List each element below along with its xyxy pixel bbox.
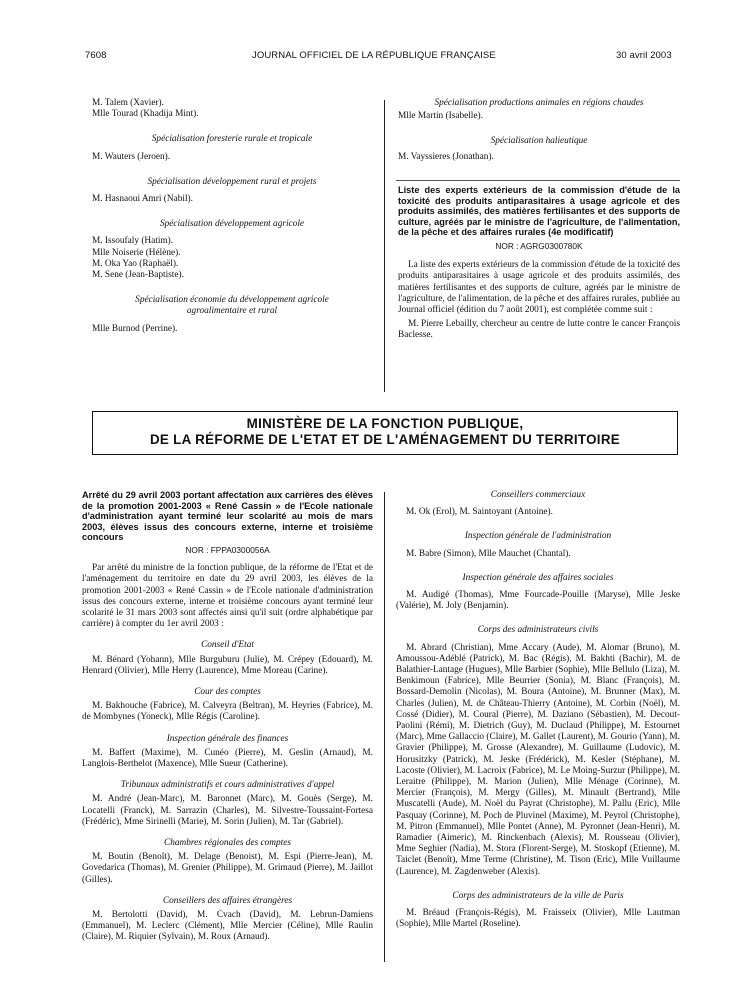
nor-reference: NOR : FPPA0300056A (185, 544, 270, 555)
name-line: Mlle Tourad (Khadija Mint). (92, 109, 199, 120)
specialisation-heading-cont: agroalimentaire et rural (186, 306, 278, 317)
name-line: M. Sene (Jean-Baptiste). (92, 270, 184, 281)
decree-title: Liste des experts extérieurs de la commission d'étude de la toxicité des produits antiparasitaires à usage agricole et des produits assimilés, des matières fertilisantes et des supports de culture, agréés par le ministre de l'agriculture, de l'alimentation, de la pêche et des affaires rurales (4e modificatif) (398, 185, 680, 238)
decree-title: Arrêté du 29 avril 2003 portant affectation aux carrières des élèves de la promotion 2001-2003 « René Cassin » de l'Ecole nationale d'administration ayant terminé leur scolarité au mois de mars 2003, élèves issus des concours externe, interne et troisième concours (82, 490, 373, 543)
career-heading: Inspection générale des affaires sociales (462, 572, 614, 583)
career-names: M. Boutin (Benoît), M. Delage (Benoist), M. Espi (Pierre-Jean), M. Govedarica (Thomas), M. Grenier (Philippe), M. Grimaud (Pierre), M. Jaillot (Gilles). (82, 852, 373, 885)
specialisation-heading: Spécialisation productions animales en régions chaudes (434, 98, 644, 108)
body-paragraph: La liste des experts extérieurs de la commission d'étude de la toxicité des produits antiparasitaires à usage agricole et des produits assimilés, des matières fertilisantes et des supports de culture, agréés par le ministre de l'agriculture, de l'alimentation, de la pêche et des affaires rurales, publiée au Journal officiel (édition du 7 août 2001), est complétée comme suit : (398, 260, 680, 315)
career-heading: Conseillers commerciaux (490, 490, 586, 500)
name-line: Mlle Noiserie (Hélène). (92, 247, 181, 258)
name-line: M. Issoufaly (Hatim). (92, 236, 174, 247)
body-paragraph: Par arrêté du ministre de la fonction publique, de la réforme de l'Etat et de l'aménagement du territoire en date du 29 avril 2003, les élèves de la promotion 2001-2003 « René Cassin » de l'Ecole nationale d'administration issus des concours externe, interne et troisième concours ayant terminé leur scolarité le 31 mars 2003 sont affectés ainsi qu'il suit (ordre alphabétique par carrière) à compter du 1er avril 2003 : (82, 563, 373, 630)
name-line: Mlle Burnod (Perrine). (92, 323, 178, 334)
ministry-banner (92, 411, 678, 455)
specialisation-heading: Spécialisation foresterie rurale et tropicale (151, 134, 313, 145)
career-heading: Corps des administrateurs de la ville de Paris (452, 890, 624, 901)
career-names: M. Baffert (Maxime), M. Cunéo (Pierre), M. Geslin (Arnaud), M. Langlois-Berthelot (Maxence), Mlle Sueur (Catherine). (82, 747, 373, 770)
name-line: M. Oka Yao (Raphaël). (92, 258, 179, 269)
career-names: M. Bertolotti (David), M. Cvach (David), M. Lebrun-Damiens (Emmanuel), M. Leclerc (Clément), Mlle Mercier (Céline), Mlle Raulin (Claire), M. Riquier (Sylvain), M. Roux (Arnaud). (82, 910, 373, 943)
nor-reference: NOR : AGRG0300780K (495, 240, 583, 251)
issue-date: 30 avril 2003 (616, 50, 672, 61)
career-names: M. Bénard (Yohann), Mlle Burguburu (Julie), M. Crépey (Edouard), M. Henrard (Olivier), Mlle Herry (Laurence), Mme Moreau (Carine). (82, 654, 373, 676)
specialisation-heading: Spécialisation halieutique (490, 136, 588, 147)
career-heading: Conseil d'Etat (201, 640, 254, 651)
career-heading: Inspection générale des finances (166, 733, 289, 744)
name-line: M. Talem (Xavier). (92, 98, 164, 108)
career-heading: Chambres régionales des comptes (164, 838, 291, 849)
career-names: M. Bréaud (François-Régis), M. Fraisseix (Olivier), Mlle Lautman (Sophie), Mlle Martel (Roseline). (396, 908, 680, 930)
career-heading: Cour des comptes (194, 687, 261, 697)
specialisation-heading: Spécialisation développement rural et projets (147, 176, 317, 187)
bottom-right-column (396, 490, 680, 931)
career-names: M. André (Jean-Marc), M. Baronnet (Marc), M. Gouès (Serge), M. Locatelli (Franck), M. Sarrazin (Charles), M. Silvestre-Toussaint-Fortesa (Frédéric), Mme Sirinelli (Marie), M. Sorin (Julien), M. Tar (Gabriel). (82, 794, 373, 827)
section-divider (396, 180, 680, 181)
top-left-column (92, 98, 372, 335)
specialisation-heading: Spécialisation développement agricole (159, 219, 305, 230)
career-heading: Conseillers des affaires étrangères (162, 895, 293, 906)
name-line: M. Wauters (Jeroen). (92, 151, 171, 162)
name-line: M. Vayssieres (Jonathan). (398, 151, 494, 162)
top-right-column (398, 98, 680, 163)
experts-list-block (398, 185, 680, 342)
career-names: M. Bakhouche (Fabrice), M. Calveyra (Beltran), M. Heyries (Fabrice), M. de Mombynes (Yoneck), Mlle Régis (Caroline). (82, 701, 373, 723)
ministry-title-line2: DE LA RÉFORME DE L'ETAT ET DE L'AMÉNAGEMENT DU TERRITOIRE (149, 432, 621, 447)
column-separator (384, 100, 385, 392)
career-names: M. Ok (Erol), M. Saintoyant (Antoine). (406, 507, 553, 518)
specialisation-heading: Spécialisation économie du développement agricole (135, 295, 329, 306)
name-line: M. Hasnaoui Amri (Nabil). (92, 194, 193, 205)
body-paragraph: M. Pierre Lebailly, chercheur au centre de lutte contre le cancer François Baclesse. (398, 319, 680, 341)
career-heading: Corps des administrateurs civils (477, 625, 599, 636)
career-names: M. Abrard (Christian), Mme Accary (Aude), M. Alomar (Bruno), M. Amoussou-Adéblé (Patrick), M. Bac (Régis), M. Bakhti (Bachir), M. de Balathier-Lantage (Hugues), Mlle Barbier (Sophie), Mlle Bellulo (Liza), M. Benkimoun (Fabrice), Mlle Beurrier (Sonia), M. Blanc (François), M. Bossard-Demolin (Nicolas), M. Boura (Antoine), M. Brunner (Max), M. Charles (Julien), M. de Château-Thierry (Antoine), M. Corbin (Noël), M. Cossé (Didier), M. Coural (Pierre), M. Daziano (Sébastien), M. Decout-Paolini (Rémi), M. Dietrich (Guy), M. Duclaud (Philippe), M. Estournet (Marc), Mme Gallaccio (Claire), M. Gallet (Laurent), M. Gourio (Yann), M. Gravier (Philippe), M. Grosse (Alexandre), M. Guillaume (Ludovic), M. Horusitzky (Patrick), M. Jeske (Frédérick), M. Kesler (Stéphane), M. Lacoste (Olivier), M. Lacroix (Fabrice), M. Le Moing-Surzur (Philippe), M. Leraitre (Philippe), M. Marion (Julien), Mlle Ménage (Corinne), M. Mercier (François), M. Mergy (Gilles), M. Minault (Bertrand), Mlle Muscatelli (Aude), M. Noël du Payrat (Christophe), M. Pallu (Eric), Mlle Pasquay (Corinne), M. Poch de Pluvinel (Maxime), M. Peyrol (Christophe), M. Pitron (Emmanuel), Mlle Pontet (Anne), M. Pyronnet (Jean-Henri), M. Ramadier (Aimeric), M. Rinckenbach (Alexis), M. Rousseau (Olivier), Mme Seghier (Nadia), M. Stora (Florent-Serge), M. Stoskopf (Etienne), M. Taiclet (Benoît), Mme Terme (Christine), M. Tison (Eric), Mlle Vuillaume (Laurence), M. Zagdenweber (Alexis). (396, 642, 680, 877)
career-names: M. Babre (Simon), Mlle Mauchet (Chantal). (406, 548, 571, 559)
bottom-left-column (82, 490, 373, 944)
column-separator (384, 492, 385, 962)
career-names: M. Audigé (Thomas), Mme Fourcade-Pouille (Maryse), Mlle Jeske (Valérie), M. Joly (Benjamin). (396, 590, 680, 612)
career-heading: Tribunaux administratifs et cours administratives d'appel (120, 780, 335, 791)
name-line: Mlle Martin (Isabelle). (398, 111, 483, 122)
career-heading: Inspection générale de l'administration (464, 531, 612, 542)
ministry-title-line1: MINISTÈRE DE LA FONCTION PUBLIQUE, (246, 416, 524, 431)
journal-title: JOURNAL OFFICIEL DE LA RÉPUBLIQUE FRANÇAISE (252, 50, 496, 61)
page-number: 7608 (85, 50, 107, 61)
